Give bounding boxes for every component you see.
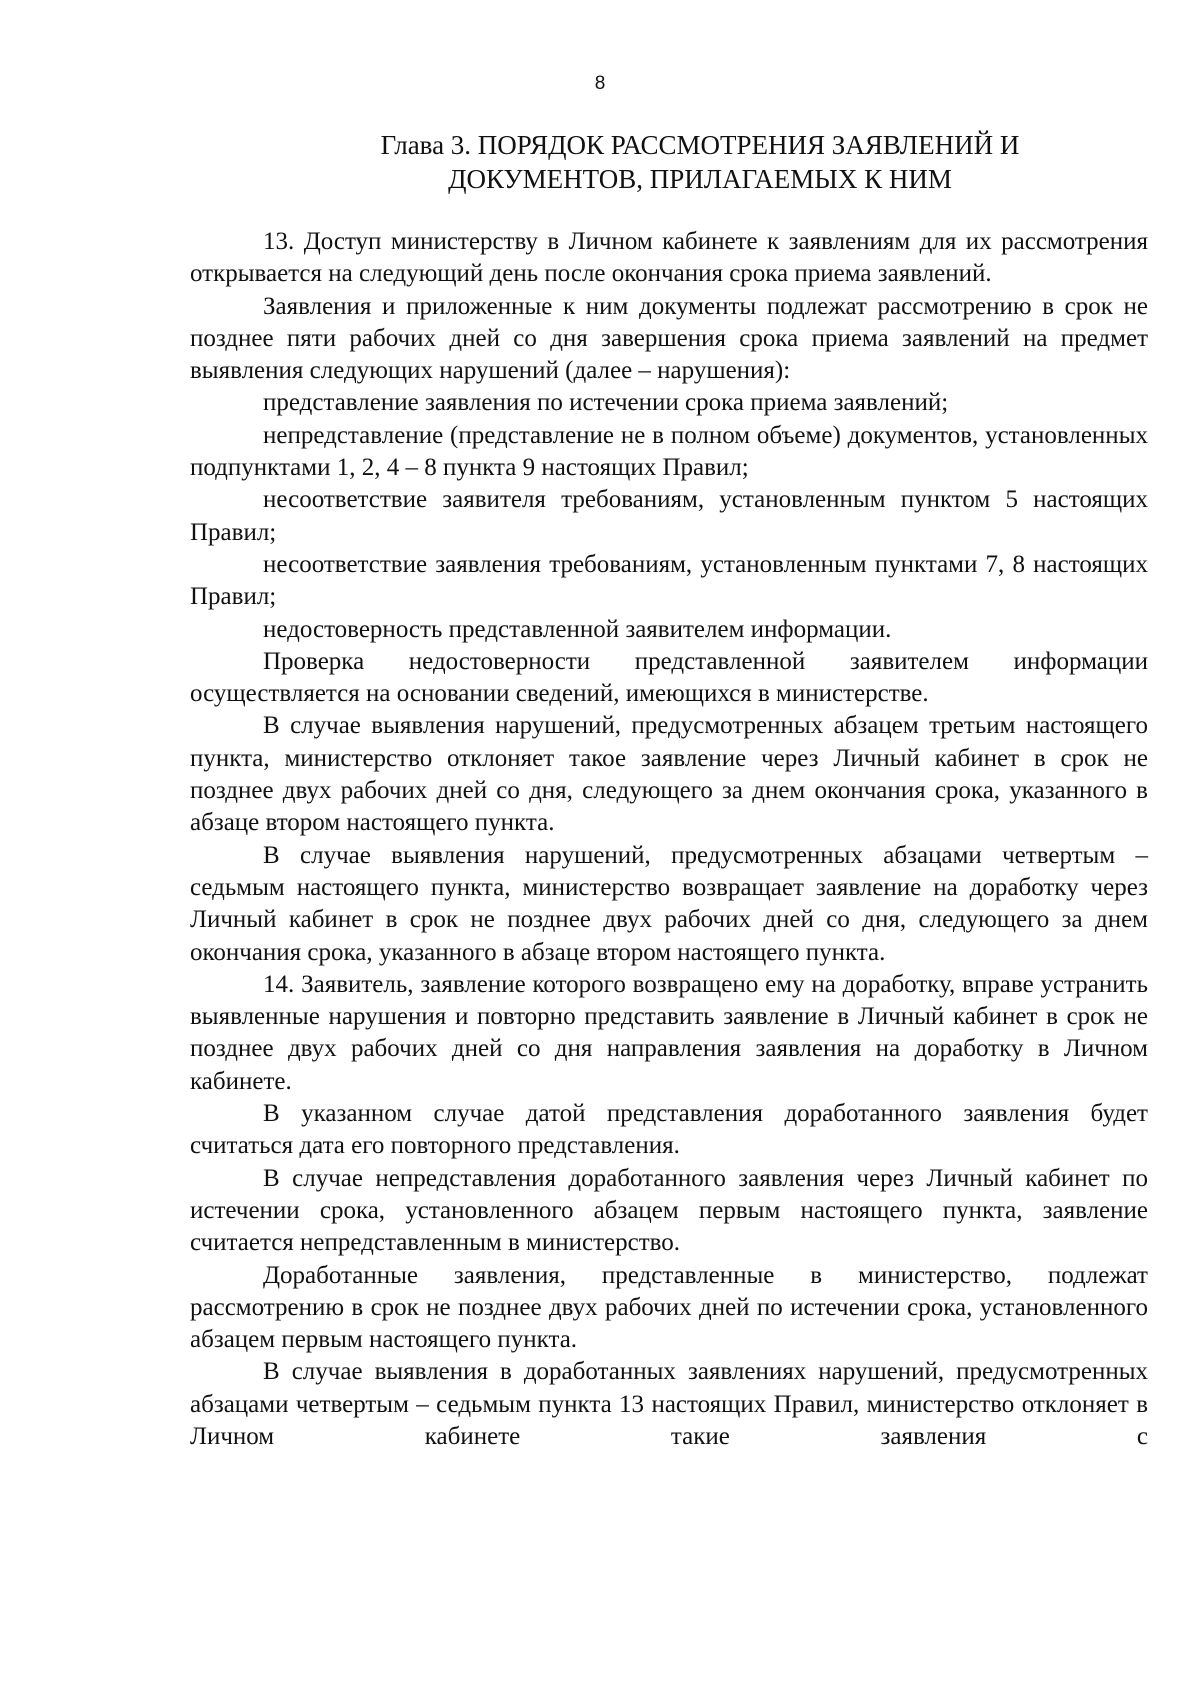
paragraph: представление заявления по истечении срока приема заявлений; <box>263 389 949 417</box>
chapter-heading-line-1: Глава 3. ПОРЯДОК РАССМОТРЕНИЯ ЗАЯВЛЕНИЙ И <box>380 130 1020 160</box>
paragraph: В случае выявления в доработанных заявлениях нарушений, предусмотренных абзацами четвертым – седьмым пункта 13 настоящих Правил, министерство отклоняет в Личном кабинете такие заявления с <box>190 1358 1148 1450</box>
paragraph: Проверка недостоверности представленной заявителем информации осуществляется на основании сведений, имеющихся в министерстве. <box>190 647 1148 708</box>
paragraph: недостоверность представленной заявителем информации. <box>263 615 892 643</box>
chapter-heading <box>190 128 1150 196</box>
paragraph: Заявления и приложенные к ним документы подлежат рассмотрению в срок не позднее пяти рабочих дней со дня завершения срока приема заявлений на предмет выявления следующих нарушений (далее – нарушения): <box>190 292 1148 385</box>
paragraph: несоответствие заявителя требованиям, установленным пунктом 5 настоящих Правил; <box>190 486 1148 546</box>
paragraph: несоответствие заявления требованиям, установленным пунктами 7, 8 настоящих Правил; <box>190 550 1148 611</box>
paragraph: 14. Заявитель, заявление которого возвращено ему на доработку, вправе устранить выявленные нарушения и повторно представить заявление в Личный кабинет в срок не позднее двух рабочих дней со дня направления заявления на доработку в Личном кабинете. <box>190 970 1148 1095</box>
paragraph: 13. Доступ министерству в Личном кабинете к заявлениям для их рассмотрения открывается на следующий день после окончания срока приема заявлений. <box>190 228 1148 288</box>
document-body <box>190 226 1148 1453</box>
paragraph: В случае выявления нарушений, предусмотренных абзацем третьим настоящего пункта, министерство отклоняет такое заявление через Личный кабинет в срок не позднее двух рабочих дней со дня, следующего за днем окончания срока, указанного в абзаце втором настоящего пункта. <box>190 712 1148 837</box>
paragraph: В случае выявления нарушений, предусмотренных абзацами четвертым – седьмым настоящего пункта, министерство возвращает заявление на доработку через Личный кабинет в срок не позднее двух рабочих дней со дня, следующего за днем окончания срока, указанного в абзаце втором настоящего пункта. <box>190 841 1148 966</box>
paragraph: Доработанные заявления, представленные в министерство, подлежат рассмотрению в срок не позднее двух рабочих дней по истечении срока, установленного абзацем первым настоящего пункта. <box>190 1261 1148 1354</box>
page-number: 8 <box>594 73 606 94</box>
paragraph: В указанном случае датой представления доработанного заявления будет считаться дата его повторного представления. <box>190 1100 1148 1160</box>
chapter-heading-line-2: ДОКУМЕНТОВ, ПРИЛАГАЕМЫХ К НИМ <box>448 164 952 194</box>
paragraph: В случае непредставления доработанного заявления через Личный кабинет по истечении срока, установленного абзацем первым настоящего пункта, заявление считается непредставленным в министерство. <box>190 1164 1148 1257</box>
paragraph: непредставление (представление не в полном объеме) документов, установленных подпунктами 1, 2, 4 – 8 пункта 9 настоящих Правил; <box>190 421 1148 482</box>
